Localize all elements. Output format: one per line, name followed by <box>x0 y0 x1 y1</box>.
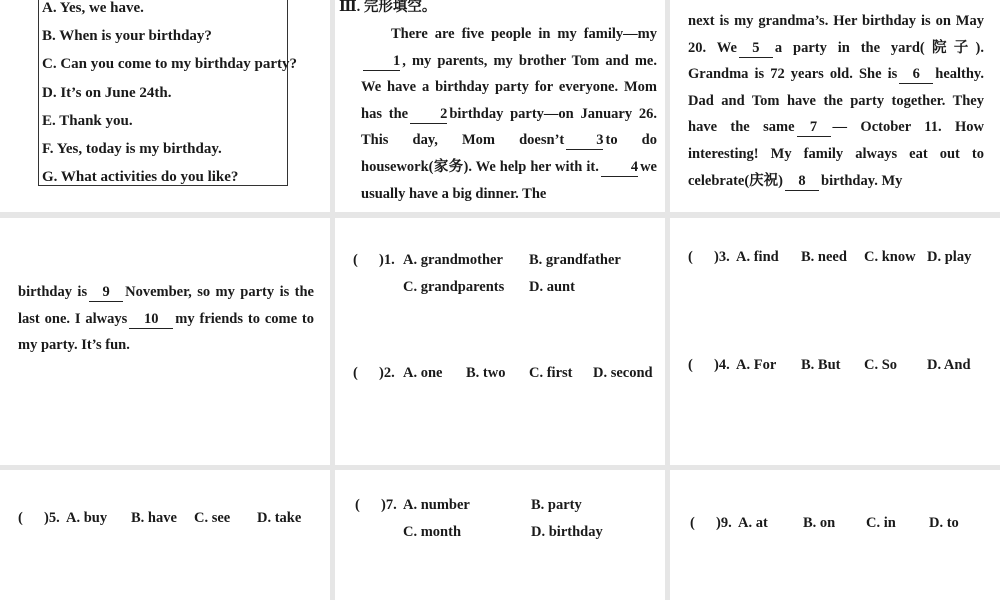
question-2-choice-b[interactable]: B. two <box>466 365 506 381</box>
questions-panel-3-4 <box>670 218 1000 465</box>
option-f: F. Yes, today is my birthday. <box>42 141 222 158</box>
question-4[interactable]: ( )4. <box>688 357 730 373</box>
blank-4[interactable]: 4 <box>601 158 638 177</box>
question-7-choice-d[interactable]: D. birthday <box>531 524 603 540</box>
blank-6[interactable]: 6 <box>899 65 933 84</box>
question-3-choice-c[interactable]: C. know <box>864 249 916 265</box>
dialog-options-box <box>38 0 297 186</box>
question-4-choice-a[interactable]: A. For <box>736 357 777 373</box>
passage-panel-1 <box>335 0 665 212</box>
questions-panel-7 <box>335 470 665 600</box>
question-4-choice-d[interactable]: D. And <box>927 357 971 373</box>
question-1-choice-a[interactable]: A. grandmother <box>403 252 503 268</box>
question-5-choice-a[interactable]: A. buy <box>66 510 108 526</box>
question-5-choice-b[interactable]: B. have <box>131 510 177 526</box>
passage-panel-2 <box>670 0 1000 212</box>
passage-paragraph-1: There are five people in my family—my1 , my parents, my brother Tom and me. We have a birthday party for everyone. Mom has the 2 birthday party—on January 26. This day, Mom doesn’t 3 to do housework(家务). We help her with it. 4 we usually have a big dinner. The <box>361 26 657 202</box>
question-4-choice-c[interactable]: C. So <box>864 357 898 373</box>
option-d: D. It’s on June 24th. <box>42 84 172 101</box>
option-c: C. Can you come to my birthday party? <box>42 56 297 73</box>
question-1-choice-d[interactable]: D. aunt <box>529 279 575 295</box>
question-1-choice-c[interactable]: C. grandparents <box>403 279 505 295</box>
question-2-choice-d[interactable]: D. second <box>593 365 653 381</box>
question-3-choice-d[interactable]: D. play <box>927 249 972 265</box>
blank-1[interactable]: 1 <box>363 52 400 71</box>
question-1[interactable]: ( )1. <box>353 252 395 268</box>
question-2-choice-c[interactable]: C. first <box>529 365 573 381</box>
passage-paragraph-3: birthday is 9 November, so my party is the last one. I always 10 my friends to come to my party. It’s fun. <box>18 284 314 354</box>
question-3-choice-b[interactable]: B. need <box>801 249 847 265</box>
question-2[interactable]: ( )2. <box>353 365 395 381</box>
question-9-choice-d[interactable]: D. to <box>929 515 959 531</box>
options-panel <box>0 0 330 212</box>
question-3[interactable]: ( )3. <box>688 249 730 265</box>
questions-panel-5 <box>0 470 330 600</box>
option-a: A. Yes, we have. <box>42 0 144 16</box>
blank-7[interactable]: 7 <box>797 118 831 137</box>
blank-2[interactable]: 2 <box>410 105 447 124</box>
question-5-choice-d[interactable]: D. take <box>257 510 302 526</box>
question-7[interactable]: ( )7. <box>355 497 397 513</box>
question-5[interactable]: ( )5. <box>18 510 60 526</box>
question-4-choice-b[interactable]: B. But <box>801 357 841 373</box>
question-3-choice-a[interactable]: A. find <box>736 249 779 265</box>
question-7-choice-c[interactable]: C. month <box>403 524 462 540</box>
blank-3[interactable]: 3 <box>566 131 603 150</box>
option-b: B. When is your birthday? <box>42 28 212 45</box>
question-9[interactable]: ( )9. <box>690 515 732 531</box>
blank-5[interactable]: 5 <box>739 39 773 58</box>
option-e: E. Thank you. <box>42 112 133 129</box>
question-2-choice-a[interactable]: A. one <box>403 365 443 381</box>
question-9-choice-c[interactable]: C. in <box>866 515 896 531</box>
questions-panel-9 <box>670 470 1000 600</box>
passage-panel-3 <box>0 218 330 465</box>
question-9-choice-a[interactable]: A. at <box>738 515 768 531</box>
question-1-choice-b[interactable]: B. grandfather <box>529 252 621 268</box>
blank-8[interactable]: 8 <box>785 172 819 191</box>
questions-panel-1-2 <box>335 218 665 465</box>
section-heading: Ⅲ. 完形填空。 <box>339 0 437 15</box>
blank-9[interactable]: 9 <box>89 283 123 302</box>
question-5-choice-c[interactable]: C. see <box>194 510 231 526</box>
question-7-choice-a[interactable]: A. number <box>403 497 470 513</box>
question-7-choice-b[interactable]: B. party <box>531 497 582 513</box>
passage-paragraph-2: next is my grandma’s. Her birthday is on May 20. We 5 a party in the yard(院子). Grandma is 72 years old. She is 6 healthy. Dad and Tom have the party together. They have the same 7 — October 11. How interesting! My family always eat out to celebrate(庆祝) 8 birthday. My <box>688 13 984 189</box>
option-g: G. What activities do you like? <box>42 169 239 186</box>
question-9-choice-b[interactable]: B. on <box>803 515 836 531</box>
blank-10[interactable]: 10 <box>129 310 173 329</box>
